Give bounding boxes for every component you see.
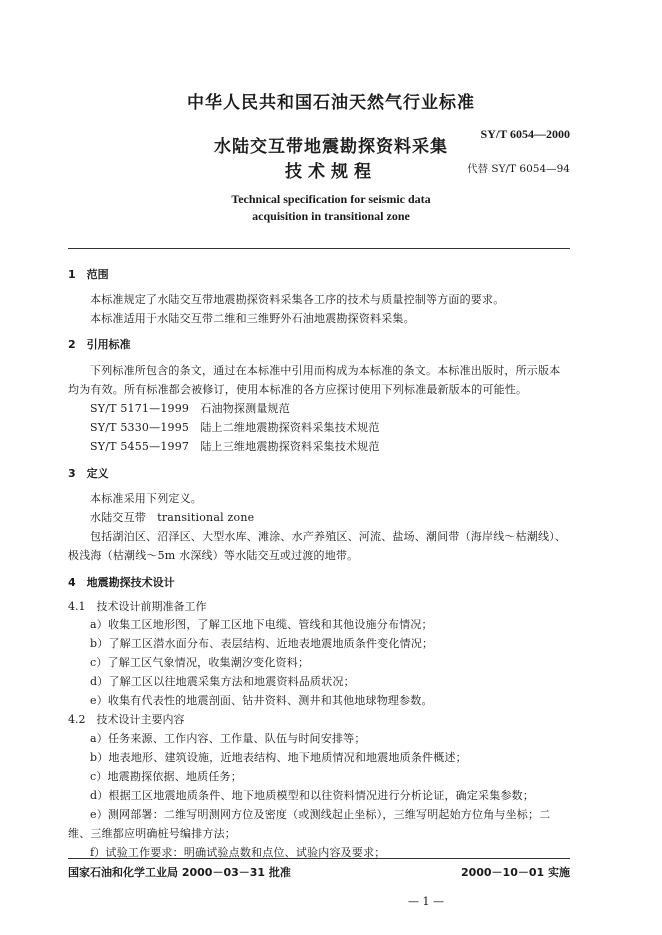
main-title-line1: 水陆交互带地震勘探资料采集 [214, 137, 448, 157]
list-item: d）根据工区地震地质条件、地下地质模型和以往资料情况进行分析论证，确定采集参数； [90, 789, 535, 802]
list-item: a）任务来源、工作内容、工作量、队伍与时间安排等； [90, 732, 366, 745]
definition-term: 水陆交互带 transitional zone [90, 511, 255, 524]
list-item-line1: e）测网部署：二维写明测网方位及密度（或测线起止坐标），三维写明起始方位角与坐标；二 [90, 808, 551, 821]
reference-item: SY/T 5171—1999 石油物探测量规范 [90, 402, 290, 415]
issuer-approval: 国家石油和化学工业局 2000－03－31 批准 [68, 866, 291, 879]
list-item: b）了解工区潜水面分布、表层结构、近地表地震地质条件变化情况； [90, 637, 434, 650]
definition-text-line1: 包括湖泊区、沼泽区、大型水库、滩涂、水产养殖区、河流、盐场、潮间带（海岸线～枯潮线）、 [90, 530, 567, 543]
list-item: e）收集有代表性的地震剖面、钻井资料、测井和其他地球物理参数。 [90, 694, 433, 707]
section-1-heading: 1 范围 [68, 268, 109, 281]
header-divider [68, 248, 570, 249]
reference-item: SY/T 5330—1995 陆上二维地震勘探资料采集技术规范 [90, 421, 380, 434]
definition-text-line2: 极浅海（枯潮线～5m 水深线）等水陆交互或过渡的地带。 [68, 549, 359, 562]
section-1-paragraph-2: 本标准适用于水陆交互带二维和三维野外石油地震勘探资料采集。 [90, 312, 415, 325]
org-title: 中华人民共和国石油天然气行业标准 [187, 93, 475, 113]
replaces-standard: 代替 SY/T 6054—94 [467, 163, 570, 175]
section-3-intro: 本标准采用下列定义。 [90, 492, 202, 505]
section-2-heading: 2 引用标准 [68, 338, 131, 351]
section-4-heading: 4 地震勘探技术设计 [68, 576, 175, 589]
footer-divider [68, 858, 570, 859]
standard-code: SY/T 6054—2000 [480, 127, 570, 141]
subsection-4-1-heading: 4.1 技术设计前期准备工作 [68, 600, 207, 613]
effective-date: 2000－10－01 实施 [460, 866, 570, 879]
reference-item: SY/T 5455—1997 陆上三维地震勘探资料采集技术规范 [90, 440, 380, 453]
section-1-paragraph-1: 本标准规定了水陆交互带地震勘探资料采集各工序的技术与质量控制等方面的要求。 [90, 293, 505, 306]
list-item: d）了解工区以往地震采集方法和地震资料品质状况； [90, 675, 355, 688]
list-item-line2: 维、三维都应明确桩号编排方法； [68, 827, 236, 840]
english-title-line1: Technical specification for seismic data [231, 192, 431, 206]
section-2-paragraph-line1: 下列标准所包含的条文，通过在本标准中引用而构成为本标准的条文。本标准出版时，所示版本 [90, 364, 561, 377]
subsection-4-2-heading: 4.2 技术设计主要内容 [68, 713, 185, 726]
english-title-line2: acquisition in transitional zone [252, 209, 410, 223]
list-item: c）了解工区气象情况，收集潮汐变化资料； [90, 656, 310, 669]
list-item: c）地震勘探依据、地质任务； [90, 770, 242, 783]
section-2-paragraph-line2: 均为有效。所有标准都会被修订，使用本标准的各方应探讨使用下列标准最新版本的可能性。 [68, 383, 528, 396]
section-3-heading: 3 定义 [68, 467, 109, 480]
list-item: b）地表地形、建筑设施，近地表结构、地下地质情况和地震地质条件概述； [90, 751, 467, 764]
page-number: — 1 — [408, 895, 444, 908]
main-title-line2: 技术规程 [285, 162, 377, 182]
list-item: a）收集工区地形图，了解工区地下电缆、管线和其他设施分布情况； [90, 618, 433, 631]
list-item: f）试验工作要求：明确试验点数和点位、试验内容及要求； [90, 846, 386, 859]
